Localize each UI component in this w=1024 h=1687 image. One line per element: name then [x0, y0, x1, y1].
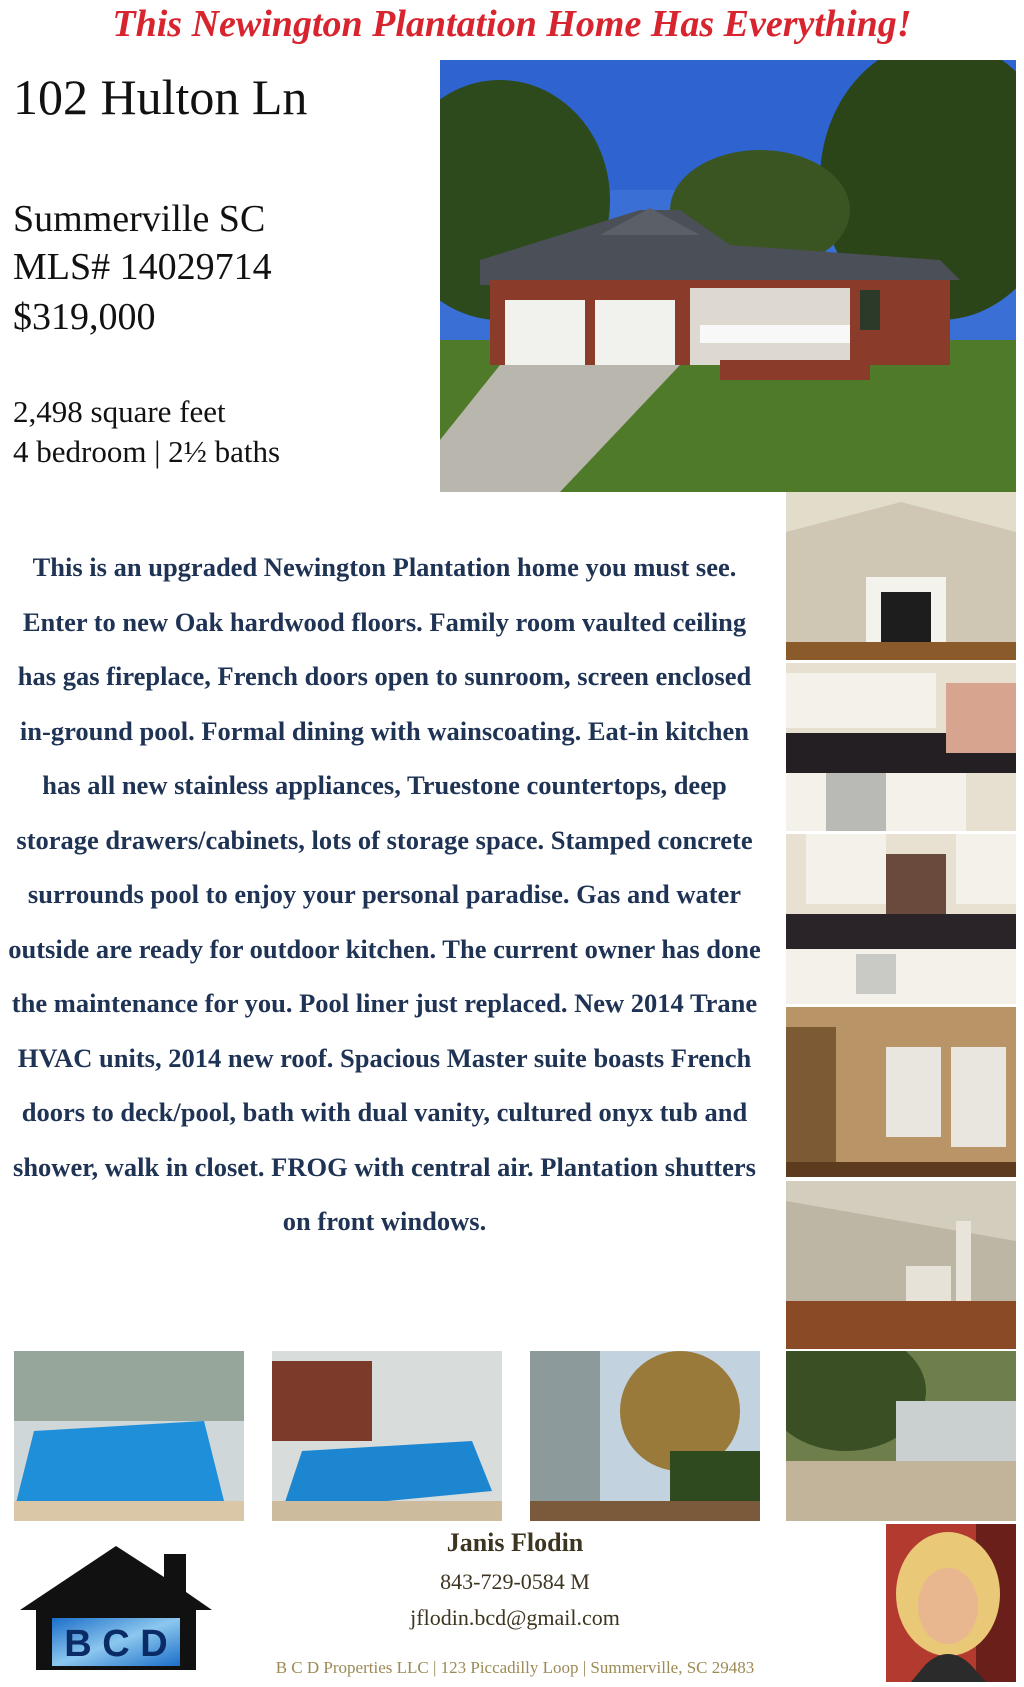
bcd-logo	[14, 1540, 218, 1672]
listing-address: 102 Hulton Ln	[13, 69, 308, 125]
headline: This Newington Plantation Home Has Everything!	[112, 3, 912, 45]
house-exterior-photo	[440, 60, 1016, 492]
kitchen-photo-1	[786, 663, 1016, 831]
listing-price: $319,000	[13, 296, 156, 338]
listing-mls: MLS# 14029714	[13, 246, 272, 288]
pool-photo-1	[14, 1351, 244, 1521]
agent-name: Janis Flodin	[446, 1528, 584, 1557]
listing-sqft: 2,498 square feet	[13, 394, 226, 429]
agent-phone: 843-729-0584 M	[440, 1569, 590, 1594]
agent-portrait	[886, 1524, 1016, 1682]
property-description: This is an upgraded Newington Plantation home you must see. Enter to new Oak hardwood floors. Family room vaulted ceiling has gas fireplace, French doors open to sunroom, screen enclosed in-ground pool. Formal dining with wainscoating. Eat-in kitchen has all new stainless appliances, Truestone countertops, deep storage drawers/cabinets, lots of storage space. Stamped concrete surrounds pool to enjoy your personal paradise. Gas and water outside are ready for outdoor kitchen. The current owner has done the maintenance for you. Pool liner just replaced. New 2014 Trane HVAC units, 2014 new roof. Spacious Master suite boasts French doors to deck/pool, bath with dual vanity, cultured onyx tub and shower, walk in closet. FROG with central air. Plantation shutters on front windows.	[8, 552, 761, 1236]
company-footer: B C D Properties LLC | 123 Piccadilly Loop | Summerville, SC 29483	[275, 1658, 755, 1677]
pool-photo-2	[272, 1351, 502, 1521]
listing-rooms: 4 bedroom | 2½ baths	[13, 434, 281, 469]
logo-letters: B C D	[64, 1623, 168, 1665]
backyard-photo	[786, 1351, 1016, 1521]
master-suite-photo	[786, 1181, 1016, 1349]
agent-email: jflodin.bcd@gmail.com	[410, 1605, 620, 1630]
listing-city: Summerville SC	[13, 198, 266, 240]
dining-room-photo	[786, 1007, 1016, 1177]
kitchen-photo-2	[786, 834, 1016, 1004]
family-room-photo	[786, 492, 1016, 660]
yard-photo	[530, 1351, 760, 1521]
